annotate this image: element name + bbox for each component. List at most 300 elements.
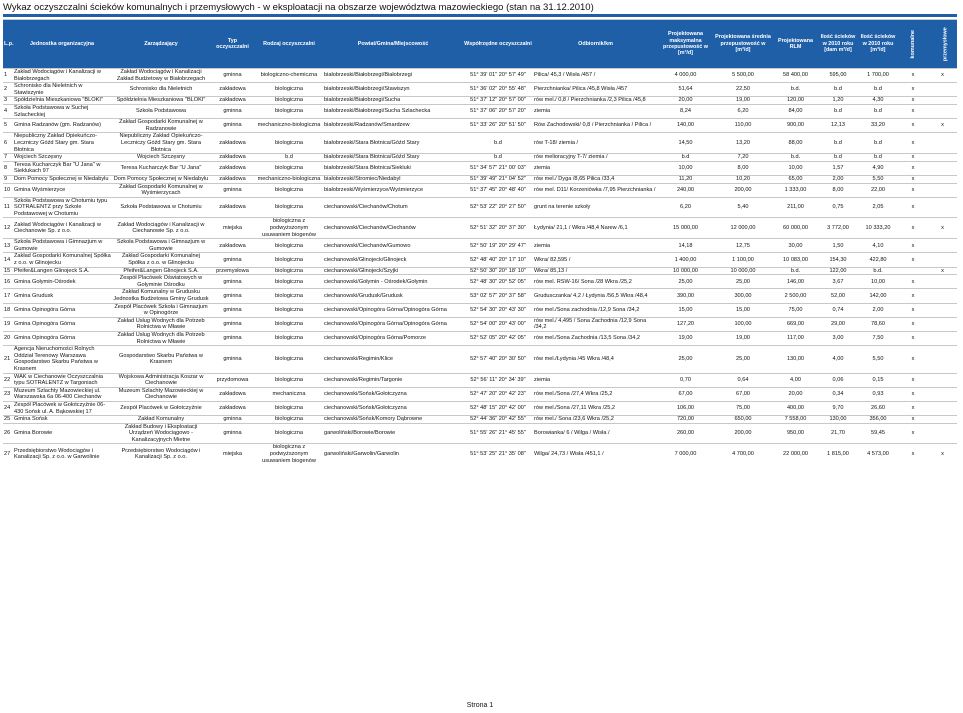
cell-ilosc-m3: 142,00 — [858, 289, 898, 303]
cell-przep-sr: 25,00 — [713, 275, 773, 289]
cell-komunalne: x — [898, 83, 928, 97]
cell-rodzaj: biologiczna — [255, 303, 323, 317]
cell-typ: zakładowa — [210, 133, 255, 154]
cell-przep-max: 15 000,00 — [658, 218, 713, 239]
cell-typ: przemysłowa — [210, 267, 255, 275]
cell-jednostka: Teresa Kucharczyk Bar "U Jana" w Sieklukach 97 — [12, 161, 112, 175]
cell-przep-max: 20,00 — [658, 97, 713, 105]
cell-komunalne: x — [898, 69, 928, 83]
cell-przep-max: 140,00 — [658, 119, 713, 133]
table-row — [3, 303, 957, 317]
cell-przemyslowe — [928, 303, 957, 317]
cell-komunalne: x — [898, 346, 928, 373]
cell-odbiornik: Wilga/ 24,73 / Wisła /451,1 / — [533, 444, 658, 464]
cell-lp: 3 — [3, 97, 12, 105]
cell-przep-max: 0,70 — [658, 373, 713, 387]
cell-ilosc-m3: 5,50 — [858, 175, 898, 183]
cell-wspolrzedne: 51° 33' 26" 20° 51' 50" — [463, 119, 533, 133]
cell-zarzadzajacy: Zakład Gospodarki Komunalnej w Wyśmierzycach — [112, 183, 210, 197]
cell-przep-max: 127,20 — [658, 317, 713, 331]
cell-jednostka: WAK w Ciechanowie Oczyszczalnia typu SOTRALENTZ w Targoniach — [12, 373, 112, 387]
cell-jednostka: Gmina Borowie — [12, 423, 112, 444]
table-row — [3, 275, 957, 289]
cell-przep-max: 25,00 — [658, 275, 713, 289]
cell-odbiornik: rów mel./Sona /27,11 Wkra /25,2 — [533, 401, 658, 415]
cell-ilosc-m3: 22,00 — [858, 183, 898, 197]
col-przep-max: Projektowana maksymalna przepustowość w [m³/d] — [658, 20, 713, 69]
cell-ilosc-m3: b.d — [858, 133, 898, 154]
cell-ilosc-dam: 3,00 — [818, 331, 858, 345]
table-header-row — [3, 20, 957, 69]
cell-jednostka: Gmina Wyśmierzyce — [12, 183, 112, 197]
cell-przep-sr: 6,20 — [713, 104, 773, 118]
cell-powiat: ciechanowski/Opinogóra Górna/Opinogóra Górna — [323, 303, 463, 317]
cell-ilosc-m3: 26,60 — [858, 401, 898, 415]
cell-przemyslowe — [928, 197, 957, 218]
cell-odbiornik: Pierzchnianka/ Pilica /45,8 Wisła /457 — [533, 83, 658, 97]
cell-zarzadzajacy: Teresa Kucharczyk Bar "U Jana" — [112, 161, 210, 175]
cell-rlm: 146,00 — [773, 275, 818, 289]
cell-ilosc-dam: 52,00 — [818, 289, 858, 303]
cell-powiat: garwoliński/Garwolin/Garwolin — [323, 444, 463, 464]
table-row — [3, 83, 957, 97]
cell-rlm: 30,00 — [773, 239, 818, 253]
cell-odbiornik: rów mel. RSW-16/ Sona /28 Wkra /25,2 — [533, 275, 658, 289]
cell-rodzaj: biologiczna z podwyższonym usuwaniem biogenów — [255, 218, 323, 239]
cell-typ: gminna — [210, 253, 255, 267]
cell-ilosc-dam: 130,00 — [818, 416, 858, 424]
cell-odbiornik: Grudusczanka/ 4,2 / Łydynia /56,5 Wkra /48,4 — [533, 289, 658, 303]
cell-przep-sr: 200,00 — [713, 183, 773, 197]
cell-rodzaj: biologiczna — [255, 267, 323, 275]
cell-typ: gminna — [210, 303, 255, 317]
cell-przep-sr: 300,00 — [713, 289, 773, 303]
cell-powiat: ciechanowski/Opinogóra Górna/Opinogóra Górna — [323, 317, 463, 331]
cell-wspolrzedne: 52° 48' 15" 20° 42' 00" — [463, 401, 533, 415]
cell-przemyslowe — [928, 373, 957, 387]
cell-przep-sr: 19,00 — [713, 331, 773, 345]
cell-odbiornik: Wkra/ 82,595 / — [533, 253, 658, 267]
cell-powiat: ciechanowski/Ciechanów/Ciechanów — [323, 218, 463, 239]
cell-zarzadzajacy: Schronisko dla Nieletnich — [112, 83, 210, 97]
cell-typ: gminna — [210, 69, 255, 83]
cell-zarzadzajacy: Przedsiębiorstwo Wodociągów i Kanalizacji Sp. z o.o. — [112, 444, 210, 464]
cell-przep-sr: 0,64 — [713, 373, 773, 387]
cell-komunalne: x — [898, 218, 928, 239]
cell-ilosc-dam: 122,00 — [818, 267, 858, 275]
cell-rlm: b.d. — [773, 154, 818, 162]
cell-lp: 13 — [3, 239, 12, 253]
cell-ilosc-m3: 7,50 — [858, 331, 898, 345]
col-odbiornik: Odbiornik/km — [533, 20, 658, 69]
cell-ilosc-m3: 10,00 — [858, 275, 898, 289]
cell-zarzadzajacy: Spółdzielnia Mieszkaniowa "BLOKI" — [112, 97, 210, 105]
cell-odbiornik: grunt na terenie szkoły — [533, 197, 658, 218]
cell-jednostka: Gmina Opinogóra Górna — [12, 303, 112, 317]
table-row — [3, 218, 957, 239]
cell-przep-sr: 10,20 — [713, 175, 773, 183]
table-row — [3, 253, 957, 267]
cell-typ: gminna — [210, 331, 255, 345]
col-lp: L.p. — [3, 20, 12, 69]
table-row — [3, 197, 957, 218]
cell-przemyslowe: x — [928, 444, 957, 464]
cell-typ: gminna — [210, 183, 255, 197]
cell-przep-max: 11,20 — [658, 175, 713, 183]
cell-lp: 11 — [3, 197, 12, 218]
cell-rodzaj: biologiczna — [255, 104, 323, 118]
cell-przep-sr: 650,00 — [713, 416, 773, 424]
cell-wspolrzedne: 52° 50' 19" 20° 29' 47" — [463, 239, 533, 253]
cell-ilosc-m3: 4,30 — [858, 97, 898, 105]
cell-ilosc-m3: b.d — [858, 154, 898, 162]
cell-lp: 18 — [3, 303, 12, 317]
cell-lp: 25 — [4, 416, 11, 423]
cell-rodzaj: biologiczna — [255, 133, 323, 154]
cell-typ: zakładowa — [210, 154, 255, 162]
cell-rodzaj: biologiczna — [255, 373, 323, 387]
cell-rodzaj: biologiczna — [255, 239, 323, 253]
col-przep-sr: Projektowana średnia przepustowość w [m³/d] — [713, 20, 773, 69]
cell-przep-sr: 5 500,00 — [713, 69, 773, 83]
cell-odbiornik: Rów Zachodowski/ 0,8 / Pierzchnianka / Pilica / — [533, 119, 658, 133]
cell-rlm: 117,00 — [773, 331, 818, 345]
cell-jednostka: Gmina Grudusk — [12, 289, 112, 303]
cell-powiat: garwoliński/Borowie/Borowie — [323, 423, 463, 444]
cell-lp: 26 — [3, 423, 12, 444]
cell-typ: zakładowa — [210, 161, 255, 175]
cell-rodzaj: biologiczna — [255, 346, 323, 373]
cell-ilosc-m3: 0,15 — [858, 373, 898, 387]
cell-komunalne: x — [898, 239, 928, 253]
cell-zarzadzajacy: Zakład Wodociągów i Kanalizacji Zakład Budżetowy w Białobrzegach — [112, 69, 210, 83]
cell-jednostka: Spółdzielnia Mieszkaniowa "BLOKI" — [12, 97, 112, 105]
cell-jednostka: Schronisko dla Nieletnich w Stawiszynie — [12, 83, 112, 97]
table-row — [3, 161, 957, 175]
cell-przep-sr: 100,00 — [713, 317, 773, 331]
cell-odbiornik: rów melioracyjny T-7/ ziemia / — [533, 154, 658, 162]
cell-odbiornik: rów mel./Sona Zachodnia /13,5 Sona /34,2 — [533, 331, 658, 345]
cell-ilosc-dam: b.d — [818, 154, 858, 162]
cell-przep-sr: 12 000,00 — [713, 218, 773, 239]
cell-typ: gminna — [210, 289, 255, 303]
cell-typ: zakładowa — [210, 401, 255, 415]
cell-lp: 14 — [3, 253, 12, 267]
cell-odbiornik: rów mel./ 4,495 / Sona Zachodnia /12,9 Sona /34,2 — [533, 317, 658, 331]
cell-ilosc-m3: 2,05 — [858, 197, 898, 218]
cell-przemyslowe — [928, 331, 957, 345]
cell-rlm: 58 400,00 — [773, 69, 818, 83]
cell-typ: zakładowa — [210, 83, 255, 97]
cell-lp: 24 — [3, 401, 12, 415]
cell-zarzadzajacy: Zakład Gospodarki Komunalnej Spółka z o.o. w Glinojecku — [112, 253, 210, 267]
cell-rodzaj: b.d — [255, 154, 323, 162]
cell-jednostka: Szkoła Podstawowa w Suchej Szlacheckiej — [12, 104, 112, 118]
cell-komunalne: x — [898, 416, 928, 424]
cell-komunalne: x — [898, 401, 928, 415]
cell-komunalne: x — [898, 183, 928, 197]
cell-odbiornik: Pilica/ 45,3 / Wisła /457 / — [533, 69, 658, 83]
cell-wspolrzedne: 51° 55' 26" 21° 45' 55" — [463, 423, 533, 444]
cell-ilosc-m3: 0,93 — [858, 387, 898, 401]
cell-zarzadzajacy: Wojciech Szczęsny — [112, 154, 210, 162]
cell-ilosc-m3: 78,60 — [858, 317, 898, 331]
cell-rlm: b.d. — [773, 267, 818, 275]
table-row — [3, 175, 957, 183]
cell-ilosc-m3: 2,00 — [858, 303, 898, 317]
cell-wspolrzedne: 51° 34' 57" 21° 00' 03" — [463, 161, 533, 175]
cell-ilosc-m3: 422,80 — [858, 253, 898, 267]
cell-wspolrzedne: 52° 44' 36" 20° 42' 55" — [463, 416, 533, 424]
cell-przep-max: 106,00 — [658, 401, 713, 415]
table-row — [3, 133, 957, 154]
cell-przep-max: 19,00 — [658, 331, 713, 345]
cell-zarzadzajacy: Zakład Wodociągów i Kanalizacji w Ciechanowie Sp. z o.o. — [112, 218, 210, 239]
cell-rodzaj: biologiczna — [255, 275, 323, 289]
cell-przep-max: 7 000,00 — [658, 444, 713, 464]
cell-jednostka: Zakład Gospodarki Komunalnej Spółka z o.o. w Glinojecku — [14, 253, 111, 267]
cell-zarzadzajacy: Muzeum Szlachty Mazowieckiej w Ciechanowie — [112, 387, 210, 401]
cell-przep-max: 1 400,00 — [658, 253, 713, 267]
cell-lp: 9 — [3, 175, 12, 183]
cell-wspolrzedne: 51° 39' 49" 21° 04' 52" — [463, 175, 533, 183]
cell-ilosc-dam: 0,74 — [818, 303, 858, 317]
table-row — [3, 387, 957, 401]
cell-jednostka: Zespół Placówek w Gołotczyźnie 06-430 Sońsk ul. A. Bąkowskiej 17 — [12, 401, 112, 415]
cell-lp: 27 — [3, 444, 12, 464]
cell-rlm: 2 500,00 — [773, 289, 818, 303]
cell-przep-sr: 10 000,00 — [713, 267, 773, 275]
header-rule — [3, 14, 957, 17]
cell-rodzaj: biologiczna — [255, 83, 323, 97]
cell-przep-sr: 15,00 — [713, 303, 773, 317]
col-ilosc-m3: Ilość ścieków w 2010 roku [m³/d] — [858, 20, 898, 69]
cell-jednostka: Przedsiębiorstwo Wodociągów i Kanalizacji Sp. z o.o. w Garwolinie — [12, 444, 112, 464]
cell-typ: zakładowa — [210, 387, 255, 401]
cell-jednostka: Szkoła Podstawowa w Chotumiu typu SOTRALENTZ przy Szkole Podstawowej w Chotumiu — [12, 197, 112, 218]
cell-powiat: ciechanowski/Regimin/Targonie — [323, 373, 463, 387]
cell-przep-max: 10 000,00 — [658, 267, 713, 275]
cell-rlm: 10 083,00 — [773, 253, 818, 267]
cell-rodzaj: biologiczna — [255, 97, 323, 105]
cell-odbiornik: rów mel./ 0,8 / Pierzchnianka /2,3 Pilica /45,8 — [533, 97, 658, 105]
cell-jednostka: Pfeifer&Langen Glinojeck S.A. — [12, 267, 112, 275]
cell-przemyslowe — [928, 401, 957, 415]
cell-komunalne — [898, 267, 928, 275]
cell-ilosc-dam: b.d — [818, 83, 858, 97]
cell-jednostka: Agencja Nieruchomości Rolnych Oddział Terenowy Warszawa Gospodarstwo Skarbu Państwa w Krasnem — [12, 346, 112, 373]
table-row — [3, 401, 957, 415]
cell-jednostka: Gmina Sońsk — [12, 416, 112, 424]
cell-przep-max: 14,50 — [658, 133, 713, 154]
cell-komunalne: x — [898, 133, 928, 154]
table-row — [3, 119, 957, 133]
cell-przep-max: 8,24 — [658, 104, 713, 118]
komunalne-label: komunalne — [910, 29, 917, 59]
cell-odbiornik: ziemia — [533, 161, 658, 175]
cell-powiat: ciechanowski/Glinojeck/Szyjki — [323, 267, 463, 275]
cell-lp: 19 — [3, 317, 12, 331]
table-row — [3, 416, 957, 424]
cell-komunalne: x — [898, 331, 928, 345]
cell-lp: 7 — [3, 154, 12, 162]
cell-zarzadzajacy: Zakład Komunalny w Grudusku Jednostka Budżetowa Gminy Grudusk — [113, 289, 209, 302]
cell-przep-max: 10,00 — [658, 161, 713, 175]
cell-rodzaj: mechaniczno-biologiczna — [255, 175, 323, 183]
cell-zarzadzajacy: Zakład Gospodarki Komunalnej w Radzanowie — [112, 119, 210, 133]
cell-typ: gminna — [210, 104, 255, 118]
cell-zarzadzajacy: Zespół Placówek w Gołotczyźnie — [112, 401, 210, 415]
cell-jednostka: Dom Pomocy Społecznej w Niedabylu — [12, 175, 112, 183]
cell-lp: 1 — [3, 69, 12, 83]
cell-ilosc-dam: 0,06 — [818, 373, 858, 387]
cell-zarzadzajacy: Szkoła Podstawowa i Gimnazjum w Gumowie — [112, 239, 210, 253]
cell-powiat: ciechanowski/Ciechanów/Gumowo — [323, 239, 463, 253]
cell-jednostka: Wojciech Szczęsny — [12, 154, 112, 162]
cell-przep-max: 51,64 — [658, 83, 713, 97]
table-row — [3, 267, 957, 275]
cell-zarzadzajacy: Szkoła Podstawowa w Chotumiu — [112, 197, 210, 218]
cell-wspolrzedne: 52° 52' 05" 20° 42' 05" — [463, 331, 533, 345]
cell-zarzadzajacy: Wojskowa Administracja Koszar w Ciechanowie — [112, 373, 210, 387]
cell-lp: 21 — [3, 346, 12, 373]
cell-przemyslowe — [928, 83, 957, 97]
cell-komunalne: x — [898, 423, 928, 444]
cell-przemyslowe — [928, 423, 957, 444]
cell-przemyslowe: x — [928, 218, 957, 239]
cell-przep-max: 25,00 — [658, 346, 713, 373]
cell-zarzadzajacy: Zakład Budowy i Eksploatacji Urządzeń Wodociągowo - Kanalizacyjnych Mietne — [112, 423, 210, 444]
cell-rodzaj: biologiczna — [255, 423, 323, 444]
cell-ilosc-dam: 21,70 — [818, 423, 858, 444]
cell-powiat: białobrzeski/Wyśmierzyce/Wyśmierzyce — [323, 183, 463, 197]
cell-przep-sr: 7,20 — [713, 154, 773, 162]
cell-jednostka: Szkoła Podstawowa i Gimnazjum w Gumowie — [12, 239, 112, 253]
cell-przep-max: 15,00 — [658, 303, 713, 317]
cell-powiat: ciechanowski/Glinojeck/Glinojeck — [323, 253, 463, 267]
cell-powiat: ciechanowski/Sońsk/Komory Dąbrowne — [323, 416, 463, 424]
cell-rlm: 22 000,00 — [773, 444, 818, 464]
cell-ilosc-dam: 9,70 — [818, 401, 858, 415]
table-row — [3, 183, 957, 197]
cell-przep-sr: 110,00 — [713, 119, 773, 133]
cell-typ: zakładowa — [210, 97, 255, 105]
cell-rlm: 88,00 — [773, 133, 818, 154]
cell-wspolrzedne: 51° 37' 06" 20° 57' 20" — [463, 104, 533, 118]
cell-lp: 12 — [3, 218, 12, 239]
cell-powiat: białobrzeski/Białobrzegi/Białobrzegi — [323, 69, 463, 83]
cell-odbiornik: Wkra/ 85,13 / — [533, 267, 658, 275]
cell-ilosc-dam: 595,00 — [818, 69, 858, 83]
cell-typ: gminna — [210, 119, 255, 133]
cell-wspolrzedne: 52° 48' 30" 20° 52' 05" — [463, 275, 533, 289]
cell-przep-sr: 22,50 — [713, 83, 773, 97]
cell-wspolrzedne: 52° 53' 22" 20° 27' 50" — [463, 197, 533, 218]
cell-odbiornik: Łydynia/ 21,1 / Wkra /48,4 Narew /6,1 — [533, 218, 658, 239]
cell-wspolrzedne: 52° 50' 30" 20° 18' 10" — [463, 267, 533, 275]
cell-komunalne: x — [898, 275, 928, 289]
cell-typ: gminna — [210, 275, 255, 289]
cell-przep-sr: 200,00 — [713, 423, 773, 444]
cell-rodzaj: biologiczna — [255, 183, 323, 197]
cell-ilosc-dam: 3 772,00 — [818, 218, 858, 239]
cell-komunalne: x — [898, 373, 928, 387]
wastewater-plants-table — [3, 19, 957, 464]
page-footer: Strona 1 — [466, 702, 494, 709]
cell-jednostka: Gmina Opinogóra Górna — [12, 317, 112, 331]
cell-rodzaj: biologiczna — [255, 197, 323, 218]
cell-przemyslowe — [928, 175, 957, 183]
cell-lp: 17 — [3, 289, 12, 303]
cell-ilosc-m3: 59,45 — [858, 423, 898, 444]
cell-wspolrzedne: 53° 02' 57" 20° 37' 58" — [463, 289, 533, 303]
cell-odbiornik: rów mel./Sona zachodnia /12,9 Sona /34,2 — [533, 303, 658, 317]
cell-przep-max: 4 000,00 — [658, 69, 713, 83]
cell-odbiornik: rów mel./ Dyga /8,65 Pilica /33,4 — [533, 175, 658, 183]
cell-ilosc-dam: 0,34 — [818, 387, 858, 401]
cell-przemyslowe — [928, 275, 957, 289]
cell-powiat: ciechanowski/Sońsk/Gołotczyzna — [323, 387, 463, 401]
cell-przep-sr: 8,00 — [713, 161, 773, 175]
cell-wspolrzedne: 51° 36' 02" 20° 55' 48" — [463, 83, 533, 97]
cell-wspolrzedne: 51° 39' 01" 20° 57' 49" — [463, 69, 533, 83]
cell-rlm: 1 333,00 — [773, 183, 818, 197]
cell-lp: 16 — [3, 275, 12, 289]
cell-wspolrzedne: 51° 37' 12" 20° 57' 00" — [463, 97, 533, 105]
cell-wspolrzedne: 52° 47' 20" 20° 42' 23" — [463, 387, 533, 401]
table-row — [3, 317, 957, 331]
cell-przep-max: 6,20 — [658, 197, 713, 218]
cell-komunalne: x — [898, 97, 928, 105]
cell-rodzaj: mechaniczno-biologiczna — [255, 119, 323, 133]
cell-lp: 20 — [3, 331, 12, 345]
cell-zarzadzajacy: Zakład Usług Wodnych dla Potrzeb Rolnictwa w Mławie — [112, 317, 210, 331]
table-row — [3, 239, 957, 253]
cell-ilosc-m3: 10 333,20 — [858, 218, 898, 239]
cell-przep-sr: 12,75 — [713, 239, 773, 253]
cell-komunalne: x — [898, 317, 928, 331]
cell-wspolrzedne: b.d — [463, 133, 533, 154]
cell-jednostka: Gmina Opinogóra Górna — [12, 331, 112, 345]
cell-odbiornik: Borowianka/ 6 / Wilga / Wisła / — [533, 423, 658, 444]
cell-wspolrzedne: 52° 51' 32" 20° 37' 30" — [463, 218, 533, 239]
cell-zarzadzajacy: Niepubliczny Zakład Opiekuńczo-Leczniczy Góźd Stary gm. Stara Błotnica — [112, 133, 210, 154]
cell-przep-max: 14,18 — [658, 239, 713, 253]
table-row — [3, 97, 957, 105]
cell-przep-sr: 1 100,00 — [713, 253, 773, 267]
cell-powiat: białobrzeski/Białobrzegi/Sucha — [323, 97, 463, 105]
cell-wspolrzedne: 52° 54' 30" 20° 43' 30" — [463, 303, 533, 317]
cell-ilosc-m3: 33,20 — [858, 119, 898, 133]
cell-powiat: ciechanowski/Gołymin - Ośrodek/Gołymin — [323, 275, 463, 289]
cell-powiat: ciechanowski/Ciechanów/Chotum — [323, 197, 463, 218]
cell-przep-sr: 5,40 — [713, 197, 773, 218]
cell-komunalne: x — [898, 175, 928, 183]
cell-rodzaj: biologiczna — [255, 161, 323, 175]
cell-lp: 2 — [3, 83, 12, 97]
cell-komunalne: x — [898, 444, 928, 464]
przemyslowe-label: przemysłowe — [942, 27, 949, 61]
cell-ilosc-dam: b.d — [818, 133, 858, 154]
cell-komunalne: x — [898, 303, 928, 317]
cell-ilosc-dam: 1 815,00 — [818, 444, 858, 464]
cell-przemyslowe — [928, 183, 957, 197]
table-row — [3, 346, 957, 373]
table-row — [3, 444, 957, 464]
cell-powiat: białobrzeski/Stromiec/Niedabyl — [323, 175, 463, 183]
cell-lp: 5 — [3, 119, 12, 133]
cell-powiat: białobrzeski/Stara Błotnica/Siekluki — [323, 161, 463, 175]
